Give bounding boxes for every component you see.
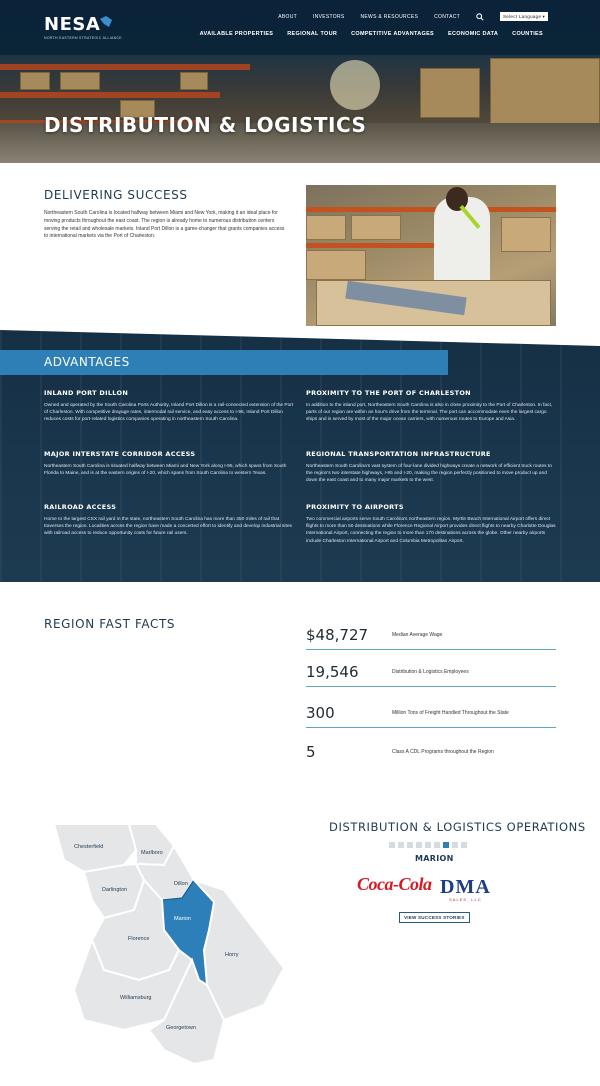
nesa-logo[interactable] [44,14,122,40]
advantages-heading: ADVANTAGES [44,355,130,369]
fact-value: 5 [306,743,316,761]
advantage-title: INLAND PORT DILLON [44,389,129,397]
operations-county: MARION [415,854,454,863]
carousel-dot[interactable] [425,842,431,848]
delivering-body: Northeastern South Carolina is located halfway between Miami and New York, making it an ideal place for moving products throughout the east coast. The region is already home to numerous distribution centers serving the retail and wholesale markets. Inland Port Dillon is a game-changer that grants companies access to international markets via the Port of Charleston. [44,210,285,240]
advantage-transportation [306,450,556,485]
logo-text: NESA [44,14,101,35]
coca-cola-logo: Coca-Cola [357,874,432,894]
fact-row [306,657,556,687]
fact-row [306,737,556,767]
search-icon[interactable] [476,13,484,21]
hero-banner [0,0,600,163]
nav-economic-data[interactable]: ECONOMIC DATA [448,31,499,37]
fact-value: $48,727 [306,626,369,644]
nav-investors[interactable]: INVESTORS [312,13,345,20]
fact-label: Distribution & Logistics Employees [392,669,469,675]
language-select-value: Select Language [503,14,542,19]
advantage-interstate [44,450,294,477]
map-label-chesterfield: Chesterfield [74,844,104,850]
nav-news-resources[interactable]: NEWS & RESOURCES [360,13,419,20]
fact-value: 19,546 [306,663,359,681]
operations-heading: DISTRIBUTION & LOGISTICS OPERATIONS [329,820,586,834]
nav-competitive-advantages[interactable]: COMPETITIVE ADVANTAGES [351,31,435,37]
map-label-marion: Marion [174,916,191,922]
fact-label: Million Tons of Freight Handled Throughout the State [392,710,509,716]
carousel-dot[interactable] [398,842,404,848]
advantage-body: In addition to the inland port, Northeastern South Carolina is also in close proximity to the Port of Charleston. In fact, parts of our region are within an hour's drive from the terminal. The port can accommodate even the largest cargo ships and is served by most of the major ocean carriers, with numerous routes to Europe and Asia. [306,403,553,423]
main-nav [200,31,543,37]
nav-available-properties[interactable]: AVAILABLE PROPERTIES [199,31,274,37]
advantage-body: Owned and operated by the South Carolina Ports Authority, Inland Port Dillon is a rail-connected extension of the Port of Charleston. With competitive drayage rates, intermodal rail service, and easy access to I-95, Inland Port Dillon reduces costs for port-related logistics companies operating in northeastern South Carolina. [44,403,294,423]
map-label-dillon: Dillon [174,881,188,887]
carousel-dot[interactable] [434,842,440,848]
advantage-airports [306,503,556,545]
advantage-body: Two commercial airports serve South Carolina's northeastern region. Myrtle Beach International Airport offers direct flights to more than 50 destinations while Florence Regional Airport provides direct flights to nearby Charlotte Douglas International Airport, connecting the region to more than 170 destinations across the globe. Other nearby airports include Charleston International Airport and Columbia Metropolitan Airport. [306,517,556,544]
logo-tagline: NORTH EASTERN STRATEGIC ALLIANCE [44,36,122,40]
language-select[interactable] [500,12,548,21]
nav-regional-tour[interactable]: REGIONAL TOUR [287,31,338,37]
nav-about[interactable]: ABOUT [278,13,297,20]
map-label-darlington: Darlington [102,887,128,893]
view-success-stories-button[interactable]: VIEW SUCCESS STORIES [399,912,470,923]
carousel-dot[interactable] [452,842,458,848]
fact-row [306,698,556,728]
south-carolina-icon [99,15,113,29]
fact-label: Class A CDL Programs throughout the Region [392,749,494,755]
advantage-body: Northeastern South Carolina's vast system of four-lane divided highways create a network of efficient truck routes to the region's two interstate highways, I-95 and I-20, making the region perfectly positioned to move product up and down the east coast and to many major markets to the west. [306,464,552,484]
utility-nav [278,12,548,21]
dma-logo-text: DMA [440,876,491,898]
carousel-dots [389,842,467,848]
advantage-title: PROXIMITY TO THE PORT OF CHARLESTON [306,389,471,397]
advantage-title: MAJOR INTERSTATE CORRIDOR ACCESS [44,450,196,458]
carousel-dot[interactable] [443,842,449,848]
advantage-title: REGIONAL TRANSPORTATION INFRASTRUCTURE [306,450,491,458]
page-title: DISTRIBUTION & LOGISTICS [44,113,367,137]
advantage-railroad [44,503,294,538]
nav-counties[interactable]: COUNTIES [512,31,543,37]
fact-label: Median Average Wage [392,632,443,638]
advantage-body: Northeastern South Carolina is situated halfway between Miami and New York along I-95, which spans from South Florida to Maine, and is at the eastern origins of I-20, which spans from South Carolina to western Texas. [44,464,287,477]
advantage-title: PROXIMITY TO AIRPORTS [306,503,404,511]
carousel-dot[interactable] [416,842,422,848]
advantages-band [0,350,448,375]
dma-logo [440,876,491,902]
delivering-heading: DELIVERING SUCCESS [44,188,188,202]
carousel-dot[interactable] [461,842,467,848]
map-label-williamsburg: Williamsburg [120,995,152,1001]
chevron-down-icon: ▾ [542,13,545,19]
map-label-marlboro: Marlboro [141,850,163,856]
map-label-florence: Florence [128,936,150,942]
map-label-georgetown: Georgetown [166,1025,196,1031]
advantage-body: Home to the largest CSX rail yard in the state, northeastern South Carolina has more than 350 miles of rail that traverses the region. Localities across the region have made a concerted effort to identify and develop industrial sites with railroad access to reduce opportunity costs for future rail users. [44,517,292,537]
dma-logo-sub: SALES, LLC [449,897,482,902]
carousel-dot[interactable] [389,842,395,848]
worker-photo [306,185,556,326]
fast-facts-heading: REGION FAST FACTS [44,617,176,631]
advantage-title: RAILROAD ACCESS [44,503,117,511]
map-label-horry: Horry [225,952,239,958]
fact-row [306,620,556,650]
nav-contact[interactable]: CONTACT [434,13,460,20]
fact-value: 300 [306,704,335,722]
carousel-dot[interactable] [407,842,413,848]
advantage-inland-port [44,389,294,424]
advantage-port-charleston [306,389,556,424]
